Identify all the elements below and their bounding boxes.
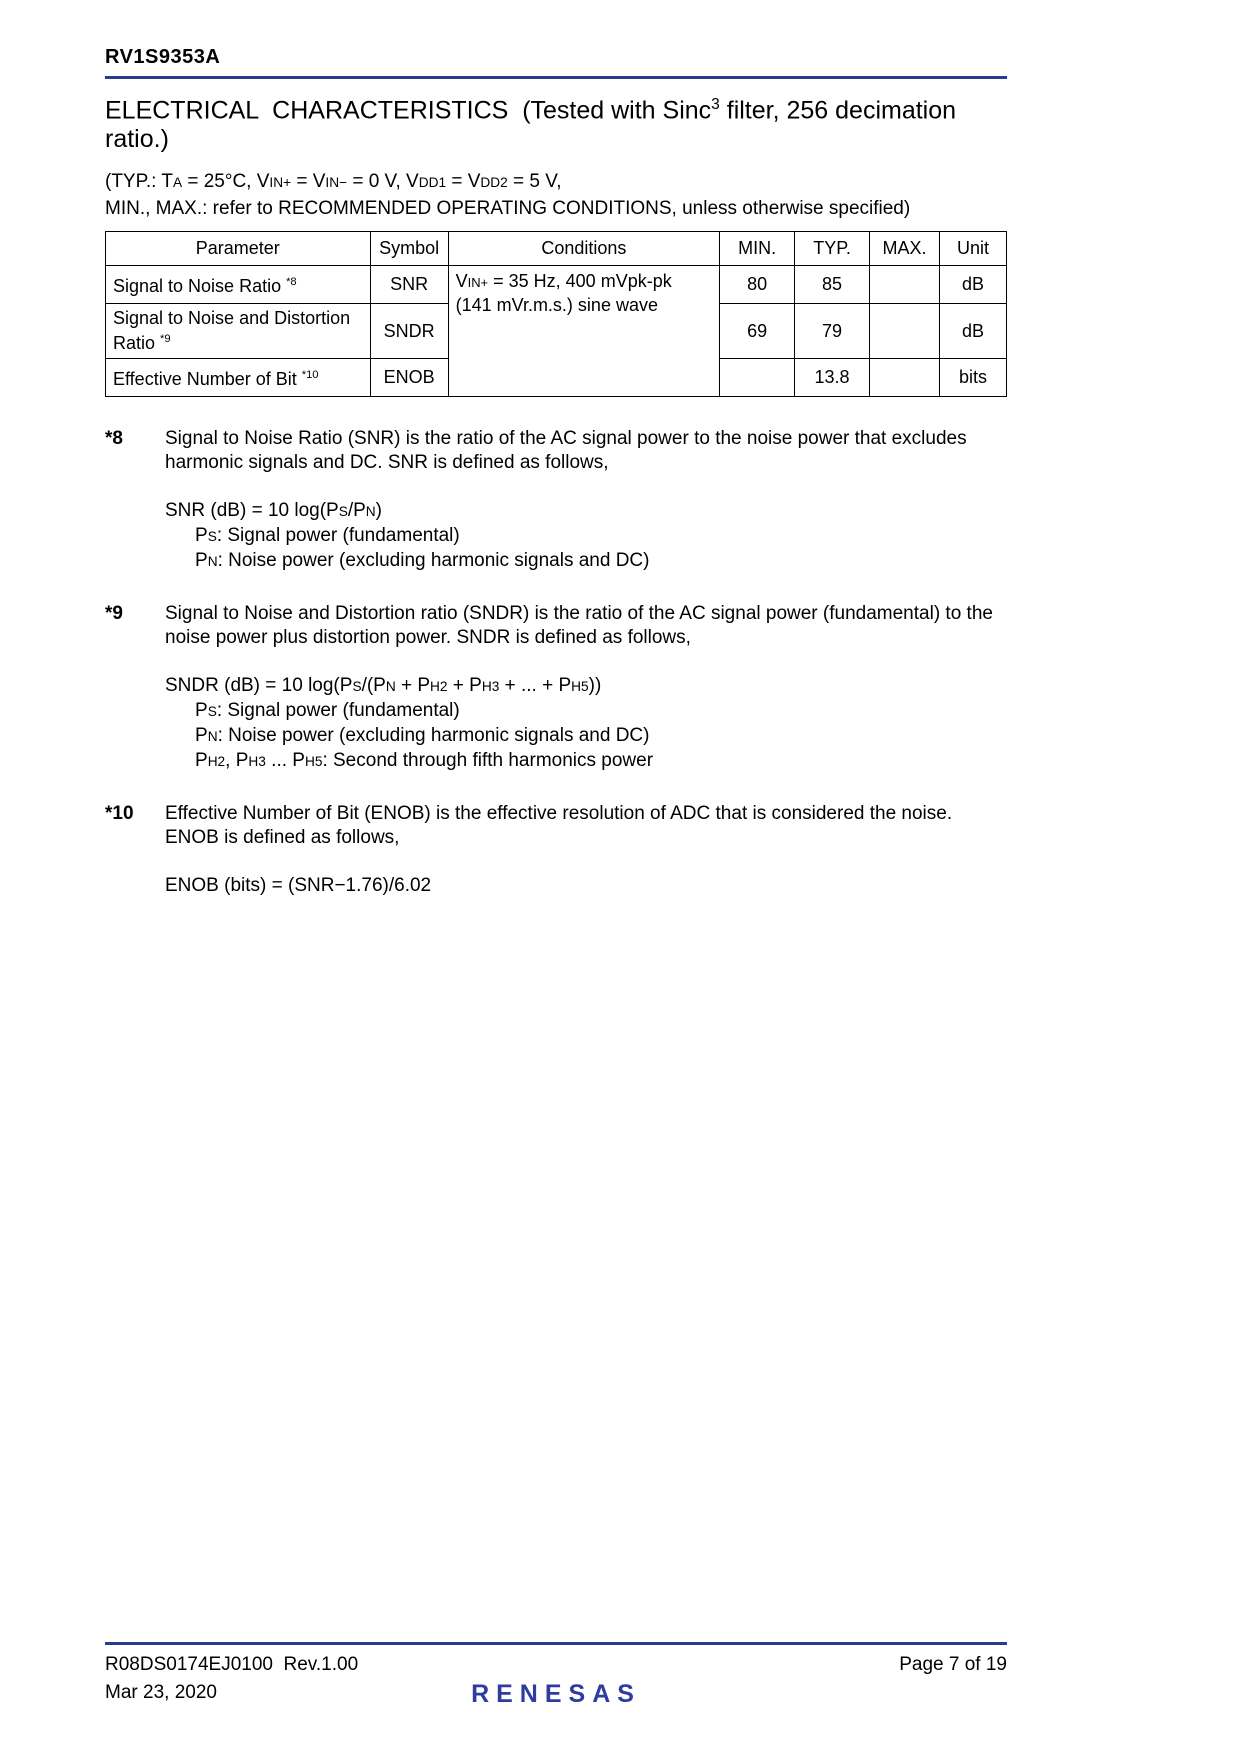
sndr-formula: SNDR (dB) = 10 log(PS/(PN + PH2 + PH3 + ... + PH5))	[165, 675, 602, 697]
unit-cell: dB	[940, 266, 1007, 304]
unit-cell: dB	[940, 304, 1007, 359]
footer-date: Mar 23, 2020	[105, 1682, 217, 1703]
footer-rule	[105, 1642, 1007, 1645]
max-cell	[870, 359, 940, 397]
table-header-row	[106, 232, 1007, 266]
header-doc-number: RV1S9353A	[105, 46, 221, 68]
footnote-text: Effective Number of Bit (ENOB) is the effective resolution of ADC that is considered the noise.	[165, 803, 953, 825]
footer-page-number: Page 7 of 19	[899, 1654, 1007, 1675]
formula-term-definition: PS: Signal power (fundamental)	[195, 700, 460, 722]
electrical-characteristics-table	[105, 231, 1007, 397]
renesas-logo: RENESAS	[471, 1680, 641, 1708]
min-cell: 69	[720, 304, 795, 359]
footnote-text: Signal to Noise Ratio (SNR) is the ratio of the AC signal power to the noise power that excludes harmonic signals and DC. SNR is defined as follows,	[165, 428, 972, 474]
page-content	[105, 0, 1007, 898]
footnote-text: ENOB is defined as follows,	[165, 827, 400, 849]
footnote-9	[105, 602, 1007, 774]
footer-doc-id: R08DS0174EJ0100 Rev.1.00	[105, 1654, 359, 1675]
header-rule	[105, 76, 1007, 79]
footnote-text: Signal to Noise and Distortion ratio (SNDR) is the ratio of the AC signal power (fundamental) to the noise power plus distortion power. SNDR is defined as follows,	[165, 603, 999, 649]
symbol-cell: ENOB	[370, 359, 448, 397]
unit-cell: bits	[940, 359, 1007, 397]
conditions-cell	[448, 266, 720, 397]
footnote-8	[105, 427, 1007, 574]
formula-term-definition: PN: Noise power (excluding harmonic signals and DC)	[195, 550, 650, 572]
footnote-marker: *9	[105, 603, 123, 625]
col-header-parameter: Parameter	[106, 232, 371, 266]
footnote-body	[165, 427, 1007, 574]
typ-cell: 79	[795, 304, 870, 359]
enob-formula: ENOB (bits) = (SNR−1.76)/6.02	[165, 875, 432, 897]
col-header-min: MIN.	[720, 232, 795, 266]
footnote-body	[165, 802, 1007, 898]
col-header-max: MAX.	[870, 232, 940, 266]
col-header-conditions: Conditions	[448, 232, 720, 266]
footnote-marker: *8	[105, 428, 123, 450]
col-header-unit: Unit	[940, 232, 1007, 266]
col-header-symbol: Symbol	[370, 232, 448, 266]
footnotes	[105, 427, 1007, 898]
symbol-cell: SNR	[370, 266, 448, 304]
page-footer	[105, 1642, 1007, 1708]
conditions-note-line-1: (TYP.: TA = 25°C, VIN+ = VIN− = 0 V, VDD1 = VDD2 = 5 V,	[105, 171, 562, 193]
snr-formula: SNR (dB) = 10 log(PS/PN)	[165, 500, 382, 522]
footnote-body	[165, 602, 1007, 774]
parameter-cell: Signal to Noise and Distortion Ratio $^{*9}$	[106, 304, 371, 359]
typ-cell: 13.8	[795, 359, 870, 397]
max-cell	[870, 304, 940, 359]
formula-term-definition: PS: Signal power (fundamental)	[195, 525, 460, 547]
conditions-line-1: VIN+ = 35 Hz, 400 mVpk-pk	[455, 271, 672, 292]
parameter-cell: Signal to Noise Ratio $^{*8}$	[106, 266, 371, 304]
footnote-10	[105, 802, 1007, 898]
min-cell: 80	[720, 266, 795, 304]
formula-term-definition: PH2, PH3 ... PH5: Second through fifth harmonics power	[195, 750, 654, 772]
col-header-typ: TYP.	[795, 232, 870, 266]
parameter-cell: Effective Number of Bit $^{*10}$	[106, 359, 371, 397]
conditions-line-2: (141 mVr.m.s.) sine wave	[455, 295, 658, 316]
formula-term-definition: PN: Noise power (excluding harmonic signals and DC)	[195, 725, 650, 747]
min-cell	[720, 359, 795, 397]
typ-cell: 85	[795, 266, 870, 304]
page-title: ELECTRICAL CHARACTERISTICS (Tested with Sinc$^3$ filter, 256 decimation ratio.)	[105, 96, 963, 154]
conditions-note-line-2: MIN., MAX.: refer to RECOMMENDED OPERATING CONDITIONS, unless otherwise specified)	[105, 198, 911, 220]
symbol-cell: SNDR	[370, 304, 448, 359]
table-row-snr	[106, 266, 1007, 304]
footnote-marker: *10	[105, 803, 134, 825]
max-cell	[870, 266, 940, 304]
